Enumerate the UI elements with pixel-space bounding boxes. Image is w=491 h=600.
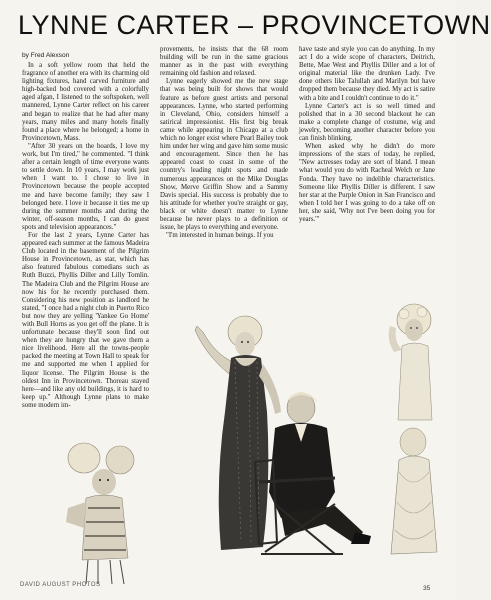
paragraph: In a soft yellow room that held the fragrance of another era with its charming old lighting fixtures, hand carved furniture and high-backed bod covered with a colorfully aged afgan, I listened to the softspoken, well mannered, Lynne Carter reflect on his career and began to realize that he had after many years, many miles and many hotels finally found a place where he belonged; a home in Provincetown, Mass.: [22, 62, 149, 142]
article-column-1: [22, 62, 149, 409]
paragraph: Lynne Carter's act is so well timed and polished that in a 30 second blackout he can make a complete change of costume, wig and jewelry, becoming another character before you can finish blinking.: [299, 102, 435, 143]
article-column-3: [299, 46, 435, 277]
paragraph: provements, he insists that the 68 room building will be run in the same gracious manner as in the past with everything remaining old fashion and relaxed.: [160, 46, 288, 78]
paragraph: "I'm interested in human beings. If you: [166, 232, 274, 240]
character-photo: [58, 438, 148, 586]
article-byline: by Fred Alexson: [22, 52, 70, 59]
paragraph: When asked why he didn't do more impressions of the stars of today, he replied, "New actresses today are sort of bland. I mean what would you do with Racheal Welch or Jane Fonda. They have no indelible characteristics. Someone like Phyllis Diller is different. I saw her star at the Purple Onion in San Francisco and when I told her I was going to do a take off on her, she said, 'Why not I've been doing you for years.'": [299, 143, 435, 223]
paragraph: "After 30 years on the boards, I love my work, but I'm tired," he commented. "I think after a certain length of time everyone wants to settle down. In 10 years, I may work just when I want to. I chose to live in Provincetown because the people accepted me and have become family; they saw I belonged here. I love it because it ties me up during the summer months and during the winter, off-season months, I can do guest spots and television appearances.": [22, 142, 149, 231]
photo-credit: DAVID AUGUST PHOTOS: [20, 582, 101, 588]
paragraph: have taste and style you can do anything. In my act I do a wide scope of characters, Deitrich, Bette, Mae West and Phyllis Diller and a lot of original material like the drunken Lady. I've done others like Talullah and Marilyn but have dropped them because they died. My act is satire with a bite and I couldn't continue to do it.": [299, 46, 435, 102]
page-number: 35: [423, 585, 431, 592]
article-column-2: [160, 46, 288, 311]
article-headline: LYNNE CARTER – PROVINCETOWN: [18, 10, 491, 40]
character-photo: [380, 300, 442, 422]
paragraph: Lynne eagerly showed me the new stage that was being built for shows that would feature as before guest artists and personal appearances. Lynne, who started performing in Cleveland, Ohio, considers himself a satirical impressionist. His first big break came while appearing in Chicago at a club which no longer exist where Pearl Bailey took him under her wing and gave him some music and encouragement. Since then he has appeared coast to coast in some of the country's leading night spots and made numerous appearances on the Mike Douglas Show, Merve Griffin Show and a Sammy Davis special. His success is probably due to his attitude for whether you're straight or gay, black or white doesn't matter to Lynne because he never plays to a definition or issue, he plays to everything and everyone.: [160, 78, 288, 232]
paragraph: For the last 2 years, Lynne Carter has appeared each summer at the famous Madeira Club located in the basement of the Pilgrim House in Provincetown, as star, which has also featured fabulous comedians such as Ruth Buzzi, Phyllis Diller and Lilly Tomlin. The Madeira Club and the Pilgrim House are now his for he recently purchased them. Considering his new position as landlord he stated, "I once had a night club in Puerto Rico but now they are yelling 'Yankee Go Home' with Bull Horns as you get off the plane. It is unfortunate because they'll soon find out when they are hungry that we gave them a nice livelihood. Here all the towns-people packed the meeting at Town Hall to speak for me and supported me when I applied for liquor license. The Pilgrim House is the oldest Inn in Provincetown. Thoreau stayed here—and like any old buildings, it is hard to keep up." Although Lynne plans to make some modern im-: [22, 231, 149, 409]
